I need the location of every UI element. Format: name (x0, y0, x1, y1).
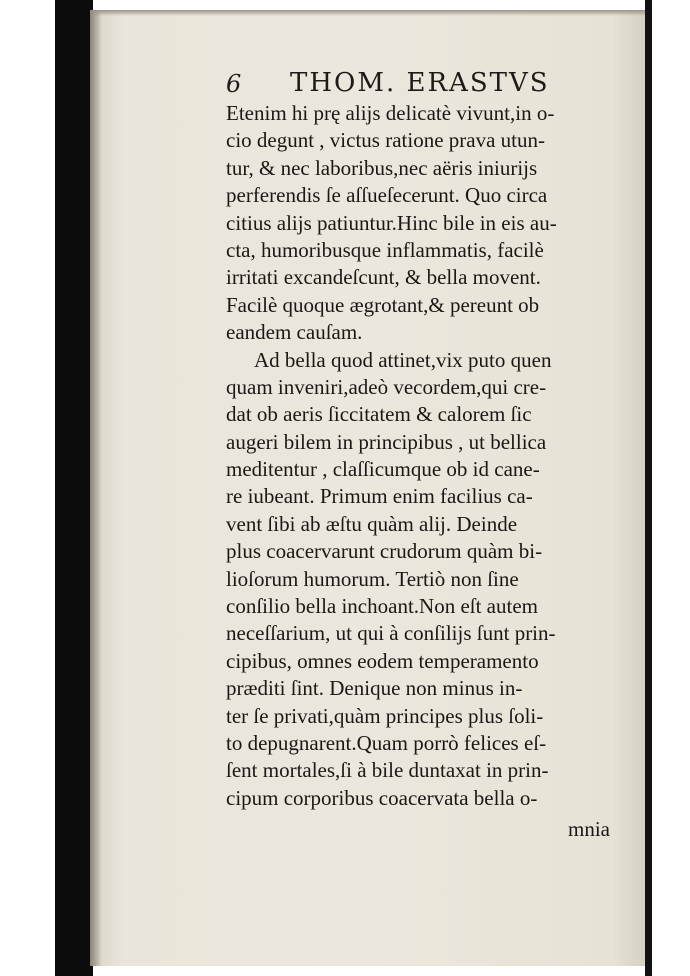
left-margin-band (55, 0, 93, 976)
body-text (226, 100, 626, 812)
text-line: to depugnarent.Quam porrò felices eſ- (226, 730, 547, 755)
page-header (226, 68, 586, 102)
text-line: cio degunt , victus ratione prava utun- (226, 128, 545, 153)
text-line: irritati excandeſcunt, & bella movent. (226, 265, 541, 290)
page-gutter-shadow (90, 10, 102, 966)
text-line: cipum corporibus coacervata bella o- (226, 785, 538, 810)
text-line: lioſorum humorum. Tertiò non ſine (226, 566, 519, 591)
text-line: quam inveniri,adeò vecordem,qui cre- (226, 374, 547, 399)
text-line: Etenim hi prę alijs delicatè vivunt,in o- (226, 101, 555, 125)
running-head: THOM. ERASTVS (290, 68, 550, 98)
text-line: augeri bilem in principibus , ut bellica (226, 429, 547, 454)
text-line: vent ſibi ab æſtu quàm alij. Deinde (226, 511, 518, 536)
text-line: præditi ſint. Denique non minus in- (226, 676, 523, 701)
text-line: neceſſarium, ut qui à conſilijs ſunt prin- (226, 621, 556, 646)
catchword: mnia (568, 817, 610, 841)
text-line: plus coacervarunt crudorum quàm bi- (226, 539, 543, 564)
text-line: re iubeant. Primum enim facilius ca- (226, 484, 533, 509)
text-line: Ad bella quod attinet,vix puto quen (254, 347, 552, 372)
text-line: Facilè quoque ægrotant,& pereunt ob (226, 292, 540, 317)
page-top-edge (90, 10, 646, 16)
text-line: perferendis ſe aſſueſecerunt. Quo circa (226, 183, 548, 208)
text-line: citius alijs patiuntur.Hinc bile in eis au- (226, 210, 557, 235)
text-line: ſent mortales,ſi à bile duntaxat in prin- (226, 758, 549, 783)
text-line: ter ſe privati,quàm principes plus ſoli- (226, 703, 544, 728)
text-line: cta, humoribusque inflammatis, facilè (226, 237, 544, 262)
text-line: tur, & nec laboribus,nec aëris iniurijs (226, 155, 538, 180)
text-line: eandem cauſam. (226, 320, 363, 345)
text-line: meditentur , claſſicumque ob id cane- (226, 457, 540, 482)
text-line: conſilio bella inchoant.Non eſt autem (226, 594, 538, 619)
text-line: cipibus, omnes eodem temperamento (226, 648, 539, 673)
text-line: dat ob aeris ſiccitatem & calorem ſic (226, 402, 532, 427)
page-number: 6 (226, 70, 242, 98)
right-margin-band (645, 0, 652, 976)
